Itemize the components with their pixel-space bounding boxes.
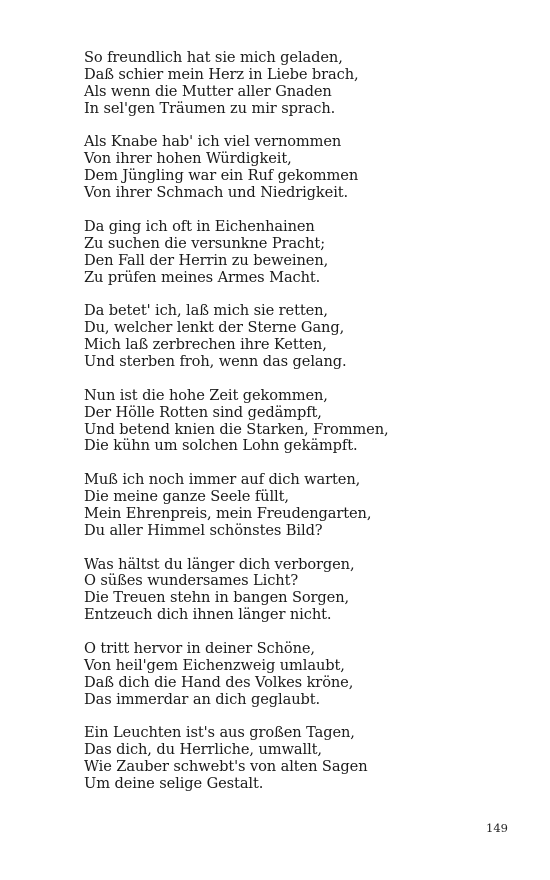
verse-line: Als wenn die Mutter aller Gnaden	[84, 82, 332, 100]
verse-line: Entzeuch dich ihnen länger nicht.	[84, 606, 332, 624]
stanza-6	[84, 472, 524, 540]
verse-line: O süßes wundersames Licht?	[84, 572, 299, 590]
verse-line: So freundlich hat sie mich geladen,	[84, 49, 343, 66]
verse-line: Du aller Himmel schönstes Bild?	[84, 521, 323, 539]
verse-line: Mich laß zerbrechen ihre Ketten,	[84, 336, 327, 354]
verse-line: Die kühn um solchen Lohn gekämpft.	[84, 437, 358, 455]
verse-line: Von heil'gem Eichenzweig umlaubt,	[84, 656, 345, 674]
poem-text	[84, 50, 524, 810]
stanza-8	[84, 641, 524, 709]
verse-line: Dem Jüngling war ein Ruf gekommen	[84, 167, 359, 185]
stanza-1	[84, 50, 524, 118]
verse-line: Der Hölle Rotten sind gedämpft,	[84, 403, 322, 421]
stanza-5	[84, 388, 524, 456]
stanza-4	[84, 303, 524, 371]
verse-line: Zu suchen die versunkne Pracht;	[84, 234, 326, 252]
verse-line: Die meine ganze Seele füllt,	[84, 488, 289, 506]
verse-line: Wie Zauber schwebt's von alten Sagen	[84, 758, 368, 776]
verse-line: Zu prüfen meines Armes Macht.	[84, 268, 321, 286]
page-number: 149	[486, 821, 508, 835]
verse-line: Und sterben froh, wenn das gelang.	[84, 352, 347, 370]
verse-line: Und betend knien die Starken, Frommen,	[84, 420, 389, 438]
verse-line: Da ging ich oft in Eichenhainen	[84, 217, 315, 235]
verse-line: Von ihrer Schmach und Niedrigkeit.	[84, 184, 349, 202]
verse-line: Das dich, du Herrliche, umwallt,	[84, 741, 322, 759]
stanza-2	[84, 134, 524, 202]
verse-line: Als Knabe hab' ich viel vernommen	[84, 133, 342, 151]
verse-line: O tritt hervor in deiner Schöne,	[84, 639, 315, 657]
verse-line: Was hältst du länger dich verborgen,	[84, 555, 355, 573]
verse-line: Nun ist die hohe Zeit gekommen,	[84, 386, 328, 404]
stanza-7	[84, 557, 524, 625]
verse-line: Von ihrer hohen Würdigkeit,	[84, 150, 292, 168]
verse-line: Das immerdar an dich geglaubt.	[84, 690, 321, 708]
verse-line: Um deine selige Gestalt.	[84, 775, 264, 793]
stanza-9	[84, 725, 524, 793]
verse-line: Daß schier mein Herz in Liebe brach,	[84, 65, 359, 83]
verse-line: Du, welcher lenkt der Sterne Gang,	[84, 319, 345, 337]
verse-line: Da betet' ich, laß mich sie retten,	[84, 302, 328, 320]
stanza-3	[84, 219, 524, 287]
verse-line: Daß dich die Hand des Volkes kröne,	[84, 673, 354, 691]
verse-line: Die Treuen stehn in bangen Sorgen,	[84, 589, 350, 607]
verse-line: In sel'gen Träumen zu mir sprach.	[84, 99, 336, 117]
verse-line: Ein Leuchten ist's aus großen Tagen,	[84, 724, 355, 742]
verse-line: Muß ich noch immer auf dich warten,	[84, 471, 361, 489]
verse-line: Den Fall der Herrin zu beweinen,	[84, 251, 329, 269]
verse-line: Mein Ehrenpreis, mein Freudengarten,	[84, 504, 372, 522]
